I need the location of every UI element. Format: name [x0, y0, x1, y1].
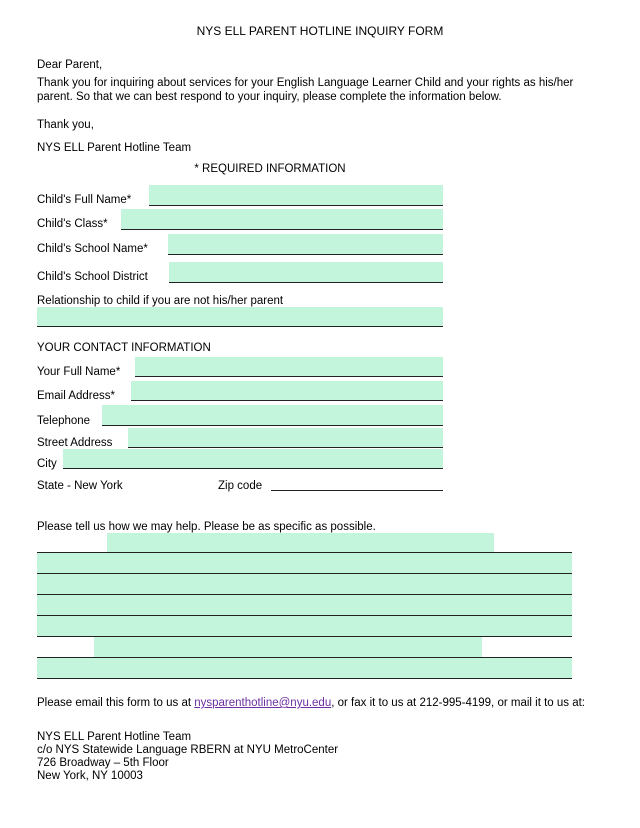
hotline-email-link[interactable]: nysparenthotline@nyu.edu	[194, 697, 332, 709]
signoff-text: NYS ELL Parent Hotline Team	[37, 142, 192, 154]
child-district-input[interactable]	[169, 262, 443, 283]
relationship-input[interactable]	[37, 307, 443, 327]
city-input[interactable]	[63, 449, 443, 469]
child-school-label: Child's School Name*	[37, 243, 148, 255]
zip-label: Zip code	[218, 480, 263, 492]
help-line	[37, 616, 572, 637]
child-name-label: Child's Full Name*	[37, 194, 132, 206]
help-line	[94, 637, 482, 658]
page-title: NYS ELL PARENT HOTLINE INQUIRY FORM	[196, 24, 444, 38]
submission-instructions	[37, 696, 612, 710]
help-line	[37, 658, 572, 679]
your-name-input[interactable]	[135, 357, 443, 377]
child-name-input[interactable]	[149, 185, 443, 206]
child-school-input[interactable]	[168, 234, 443, 255]
street-label: Street Address	[37, 437, 113, 449]
telephone-input[interactable]	[102, 405, 443, 426]
zip-input[interactable]	[271, 490, 443, 491]
relationship-label: Relationship to child if you are not his/her parent	[37, 295, 284, 307]
footer-prefix: Please email this form to us at	[37, 697, 195, 709]
thanks-text: Thank you,	[37, 119, 94, 131]
footer-suffix: , or fax it to us at 212-995-4199, or mail it to us at:	[331, 697, 586, 709]
greeting: Dear Parent,	[37, 59, 103, 71]
city-label: City	[37, 458, 57, 470]
child-class-label: Child's Class*	[37, 218, 108, 230]
child-district-label: Child's School District	[37, 271, 148, 283]
intro-paragraph: Thank you for inquiring about services for your English Language Learner Child and your rights as his/her parent. So that we can best respond to your inquiry, please complete the information below.	[37, 77, 574, 103]
help-line	[37, 574, 572, 595]
your-name-label: Your Full Name*	[37, 366, 121, 378]
address-line-4: New York, NY 10003	[37, 770, 143, 782]
email-input[interactable]	[131, 381, 443, 401]
help-prompt: Please tell us how we may help. Please be as specific as possible.	[37, 521, 376, 533]
contact-heading: YOUR CONTACT INFORMATION	[37, 342, 211, 354]
address-line-3: 726 Broadway – 5th Floor	[37, 757, 169, 769]
required-note: * REQUIRED INFORMATION	[194, 163, 346, 175]
street-input[interactable]	[128, 428, 443, 448]
address-line-2: c/o NYS Statewide Language RBERN at NYU MetroCenter	[37, 744, 339, 756]
email-label: Email Address*	[37, 390, 115, 402]
help-line	[37, 595, 572, 616]
child-class-input[interactable]	[121, 209, 443, 230]
address-line-1: NYS ELL Parent Hotline Team	[37, 731, 192, 743]
help-line	[37, 553, 572, 574]
help-line	[107, 533, 494, 553]
telephone-label: Telephone	[37, 415, 91, 427]
state-label: State - New York	[37, 480, 123, 492]
